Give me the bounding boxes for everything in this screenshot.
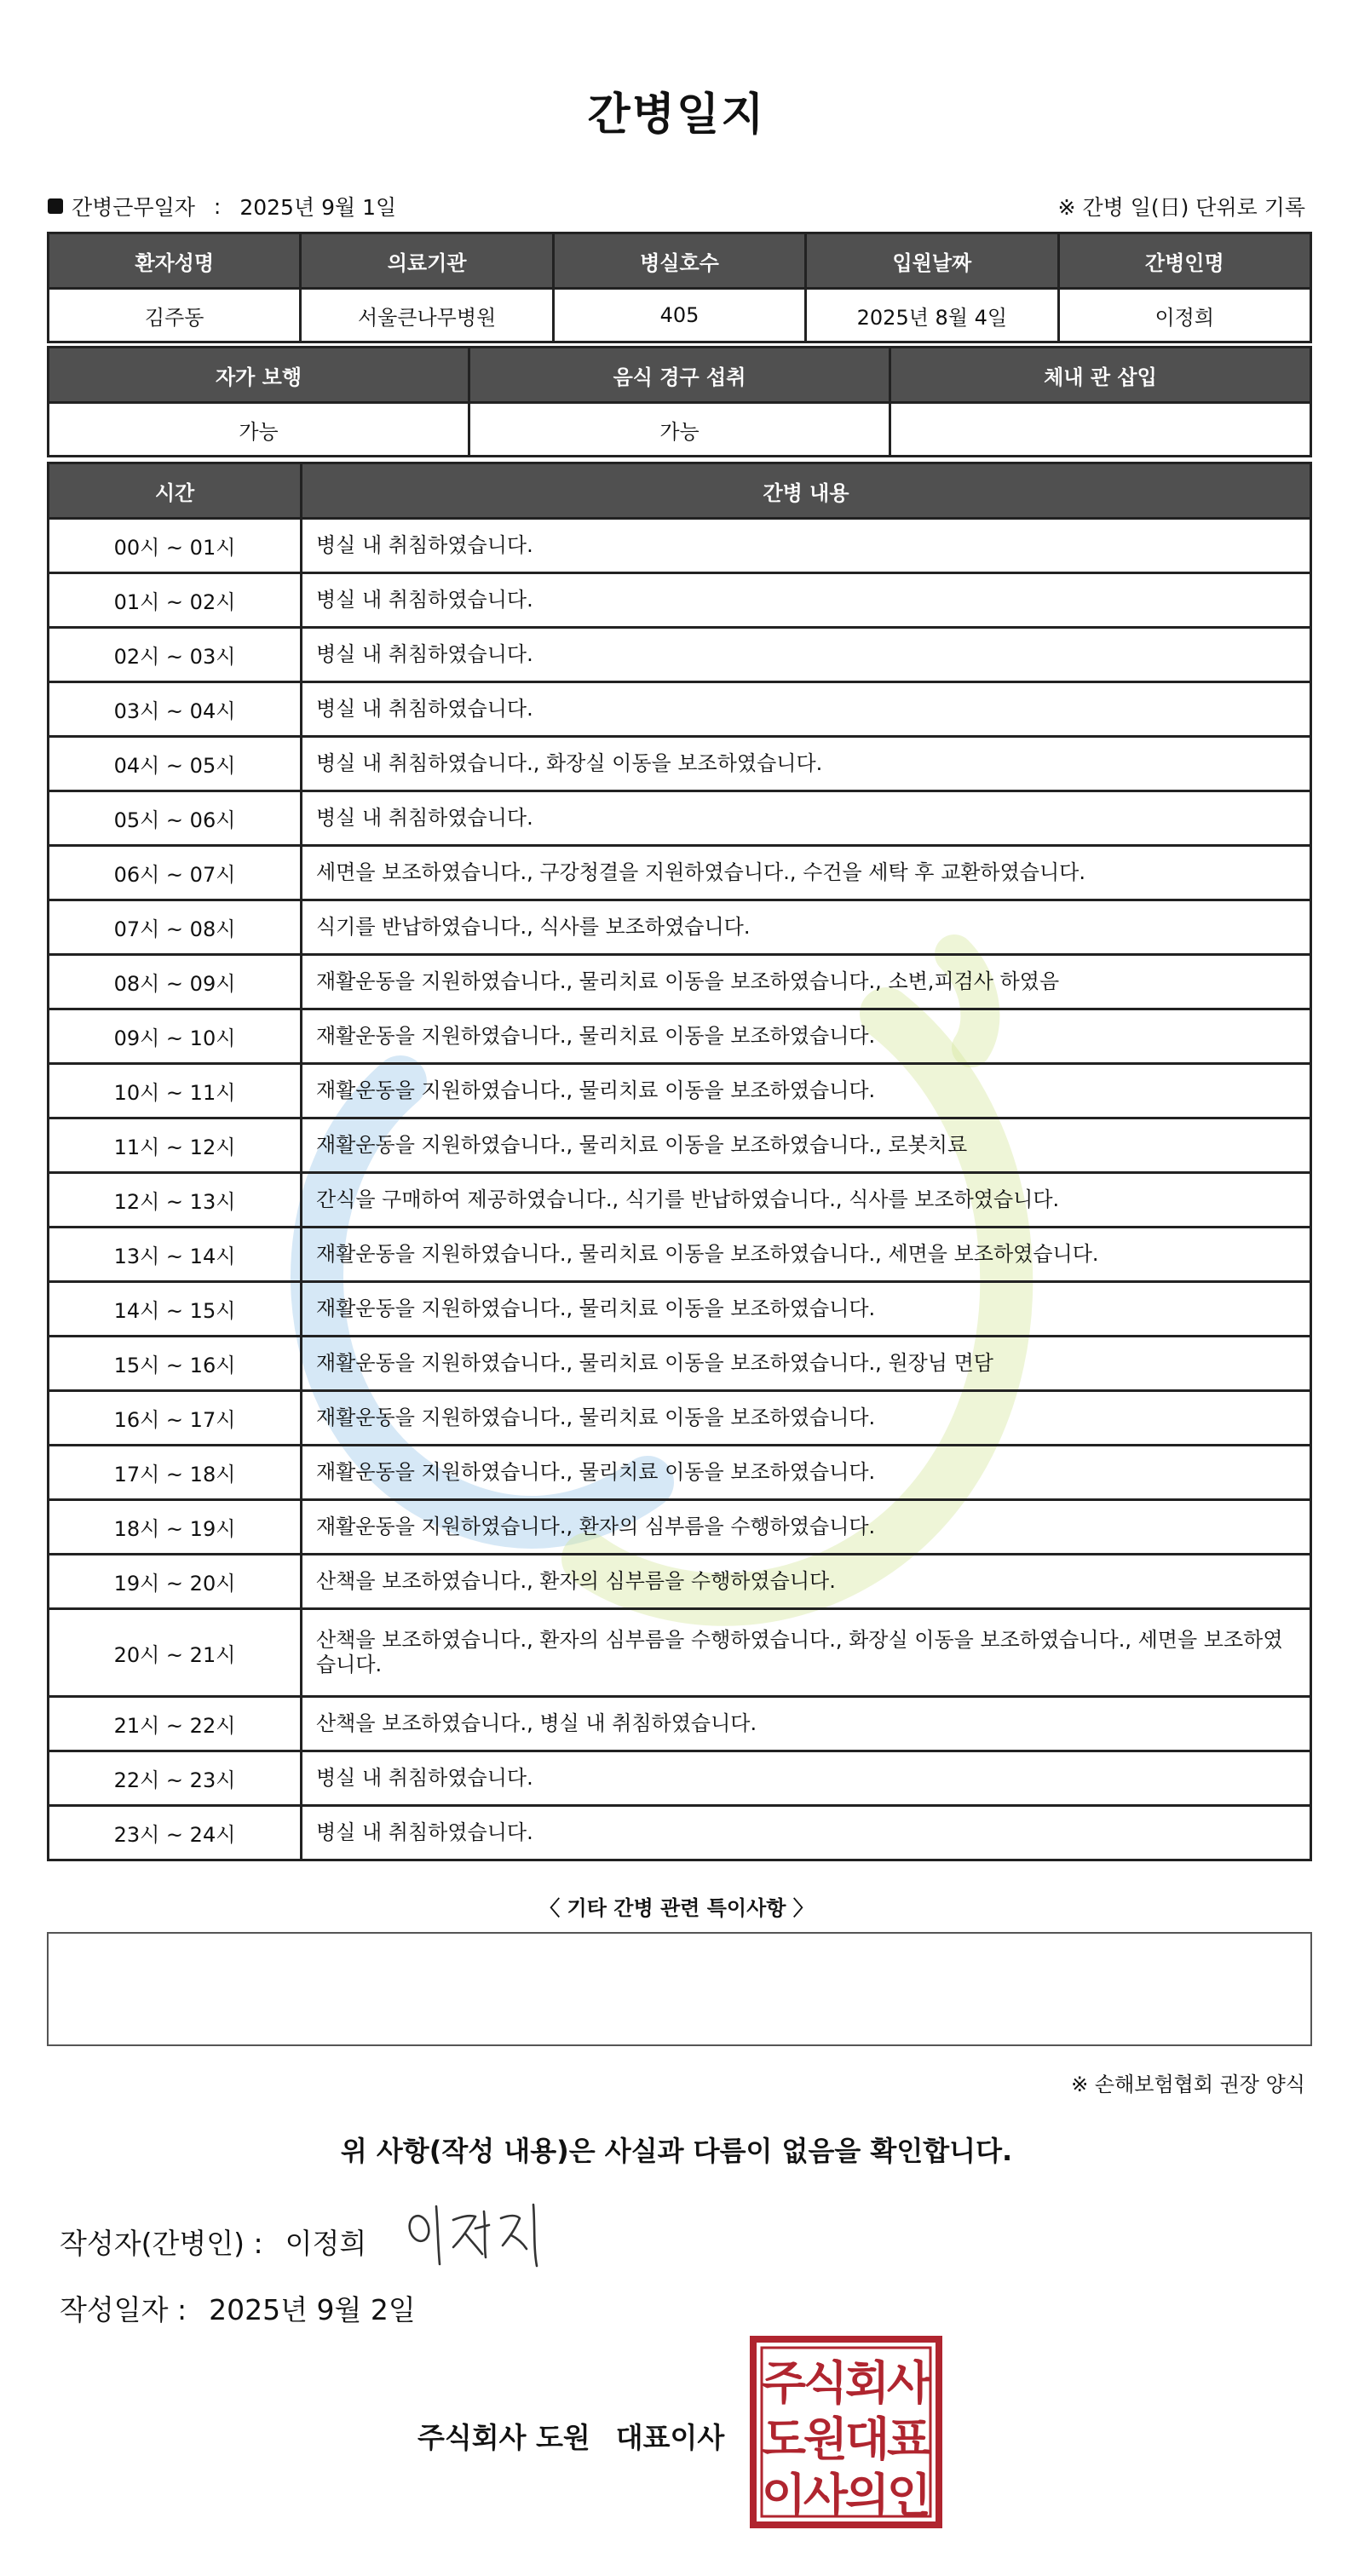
content-cell: 산책을 보조하였습니다., 환자의 심부름을 수행하였습니다., 화장실 이동을 보조하였습니다., 세면을 보조하였습니다. <box>302 1609 1311 1697</box>
bullet-square-icon <box>48 198 63 214</box>
written-date-value: 2025년 9월 2일 <box>209 2293 416 2326</box>
header-tube-insertion: 체내 관 삽입 <box>890 348 1311 403</box>
content-cell: 재활운동을 지원하였습니다., 물리치료 이동을 보조하였습니다. <box>302 1064 1311 1118</box>
patient-info-table <box>47 232 1312 343</box>
time-cell: 02시 ~ 03시 <box>49 628 302 682</box>
table-row <box>49 573 1311 628</box>
time-cell: 20시 ~ 21시 <box>49 1609 302 1697</box>
table-row <box>49 1500 1311 1555</box>
confirmation-statement: 위 사항(작성 내용)은 사실과 다름이 없음을 확인합니다. <box>340 2135 1013 2167</box>
time-cell: 05시 ~ 06시 <box>49 791 302 846</box>
time-cell: 16시 ~ 17시 <box>49 1391 302 1446</box>
content-cell: 병실 내 취침하였습니다. <box>302 573 1311 628</box>
care-log-header-row <box>49 463 1311 519</box>
self-walking-value: 가능 <box>49 403 469 457</box>
content-cell: 세면을 보조하였습니다., 구강청결을 지원하였습니다., 수건을 세탁 후 교환하였습니다. <box>302 846 1311 900</box>
special-notes-box <box>47 1932 1312 2046</box>
content-cell: 병실 내 취침하였습니다. <box>302 1806 1311 1860</box>
content-cell: 병실 내 취침하였습니다., 화장실 이동을 보조하였습니다. <box>302 737 1311 791</box>
table-row <box>49 1173 1311 1228</box>
caregiver-name-value: 이정희 <box>1058 289 1310 342</box>
time-cell: 01시 ~ 02시 <box>49 573 302 628</box>
company-signoff <box>417 2416 724 2456</box>
page-title: 간병일지 <box>587 89 766 141</box>
header-care-content: 간병 내용 <box>302 463 1311 519</box>
table-row <box>49 1337 1311 1391</box>
table-row <box>49 1282 1311 1337</box>
admission-date-value: 2025년 8월 4일 <box>806 289 1058 342</box>
seal-character: 도 <box>761 2412 807 2466</box>
patient-info-value-row <box>49 289 1311 342</box>
content-cell: 재활운동을 지원하였습니다., 물리치료 이동을 보조하였습니다. <box>302 1282 1311 1337</box>
seal-character: 원 <box>803 2412 849 2466</box>
work-date-value: 2025년 9월 1일 <box>239 195 397 220</box>
patient-status-table <box>47 346 1312 457</box>
work-date-label: 간병근무일자 <box>72 195 195 220</box>
table-row <box>49 628 1311 682</box>
content-cell: 재활운동을 지원하였습니다., 물리치료 이동을 보조하였습니다., 원장님 면담 <box>302 1337 1311 1391</box>
content-cell: 병실 내 취침하였습니다. <box>302 519 1311 573</box>
oral-intake-value: 가능 <box>469 403 890 457</box>
time-cell: 14시 ~ 15시 <box>49 1282 302 1337</box>
header-admission-date: 입원날짜 <box>806 233 1058 289</box>
content-cell: 병실 내 취침하였습니다. <box>302 1751 1311 1806</box>
patient-status-value-row <box>49 403 1311 457</box>
table-row <box>49 682 1311 737</box>
header-self-walking: 자가 보행 <box>49 348 469 403</box>
content-cell: 식기를 반납하였습니다., 식사를 보조하였습니다. <box>302 900 1311 955</box>
tube-insertion-value <box>890 403 1311 457</box>
time-cell: 13시 ~ 14시 <box>49 1228 302 1282</box>
content-cell: 병실 내 취침하였습니다. <box>302 791 1311 846</box>
patient-status-header-row <box>49 348 1311 403</box>
content-cell: 재활운동을 지원하였습니다., 물리치료 이동을 보조하였습니다. <box>302 1009 1311 1064</box>
time-cell: 06시 ~ 07시 <box>49 846 302 900</box>
content-cell: 재활운동을 지원하였습니다., 환자의 심부름을 수행하였습니다. <box>302 1500 1311 1555</box>
seal-character: 인 <box>886 2469 932 2522</box>
time-cell: 08시 ~ 09시 <box>49 955 302 1009</box>
company-seal-icon <box>750 2336 942 2528</box>
content-cell: 병실 내 취침하였습니다. <box>302 682 1311 737</box>
room-number-value: 405 <box>553 289 805 342</box>
time-cell: 00시 ~ 01시 <box>49 519 302 573</box>
work-date-line <box>48 191 396 221</box>
company-name: 주식회사 도원 <box>417 2421 590 2454</box>
time-cell: 19시 ~ 20시 <box>49 1555 302 1609</box>
time-cell: 15시 ~ 16시 <box>49 1337 302 1391</box>
work-date-colon: : <box>213 193 222 219</box>
header-time: 시간 <box>49 463 302 519</box>
writer-line <box>60 2222 366 2262</box>
record-note: ※ 간병 일(日) 단위로 기록 <box>1057 195 1305 220</box>
hospital-value: 서울큰나무병원 <box>301 289 553 342</box>
time-cell: 07시 ~ 08시 <box>49 900 302 955</box>
content-cell: 간식을 구매하여 제공하였습니다., 식기를 반납하였습니다., 식사를 보조하였습니다. <box>302 1173 1311 1228</box>
table-row <box>49 1751 1311 1806</box>
content-cell: 재활운동을 지원하였습니다., 물리치료 이동을 보조하였습니다., 세면을 보조하였습니다. <box>302 1228 1311 1282</box>
time-cell: 17시 ~ 18시 <box>49 1446 302 1500</box>
company-role: 대표이사 <box>615 2421 725 2454</box>
header-caregiver-name: 간병인명 <box>1058 233 1310 289</box>
table-row <box>49 1009 1311 1064</box>
time-cell: 11시 ~ 12시 <box>49 1118 302 1173</box>
writer-label: 작성자(간병인) : <box>60 2227 263 2260</box>
seal-character: 주 <box>761 2356 807 2410</box>
table-row <box>49 846 1311 900</box>
seal-character: 식 <box>803 2356 849 2410</box>
content-cell: 산책을 보조하였습니다., 병실 내 취침하였습니다. <box>302 1697 1311 1751</box>
header-room-number: 병실호수 <box>553 233 805 289</box>
written-date-line <box>60 2288 416 2328</box>
header-oral-intake: 음식 경구 섭취 <box>469 348 890 403</box>
content-cell: 병실 내 취침하였습니다. <box>302 628 1311 682</box>
table-row <box>49 791 1311 846</box>
seal-character: 회 <box>844 2356 890 2410</box>
seal-character: 의 <box>844 2469 890 2522</box>
header-patient-name: 환자성명 <box>49 233 301 289</box>
seal-character: 사 <box>886 2356 932 2410</box>
form-note: ※ 손해보험협회 권장 양식 <box>1071 2073 1305 2096</box>
content-cell: 재활운동을 지원하였습니다., 물리치료 이동을 보조하였습니다. <box>302 1446 1311 1500</box>
table-row <box>49 519 1311 573</box>
content-cell: 재활운동을 지원하였습니다., 물리치료 이동을 보조하였습니다., 소변,피검사 하였음 <box>302 955 1311 1009</box>
table-row <box>49 1697 1311 1751</box>
writer-name: 이정희 <box>285 2227 367 2260</box>
time-cell: 04시 ~ 05시 <box>49 737 302 791</box>
table-row <box>49 900 1311 955</box>
special-notes-label: 〈 기타 간병 관련 특이사항 〉 <box>539 1896 814 1920</box>
content-cell: 재활운동을 지원하였습니다., 물리치료 이동을 보조하였습니다. <box>302 1391 1311 1446</box>
time-cell: 22시 ~ 23시 <box>49 1751 302 1806</box>
time-cell: 18시 ~ 19시 <box>49 1500 302 1555</box>
table-row <box>49 1446 1311 1500</box>
written-date-label: 작성일자 : <box>60 2293 187 2326</box>
header-hospital: 의료기관 <box>301 233 553 289</box>
table-row <box>49 1228 1311 1282</box>
time-cell: 10시 ~ 11시 <box>49 1064 302 1118</box>
seal-character: 대 <box>844 2412 890 2466</box>
time-cell: 09시 ~ 10시 <box>49 1009 302 1064</box>
time-cell: 23시 ~ 24시 <box>49 1806 302 1860</box>
patient-info-header-row <box>49 233 1311 289</box>
care-log-table <box>47 462 1312 1861</box>
time-cell: 03시 ~ 04시 <box>49 682 302 737</box>
time-cell: 12시 ~ 13시 <box>49 1173 302 1228</box>
table-row <box>49 1118 1311 1173</box>
table-row <box>49 1064 1311 1118</box>
table-row <box>49 737 1311 791</box>
patient-name-value: 김주동 <box>49 289 301 342</box>
seal-character: 이 <box>761 2469 807 2522</box>
table-row <box>49 1609 1311 1697</box>
table-row <box>49 955 1311 1009</box>
time-cell: 21시 ~ 22시 <box>49 1697 302 1751</box>
seal-character: 표 <box>886 2412 932 2466</box>
table-row <box>49 1391 1311 1446</box>
content-cell: 산책을 보조하였습니다., 환자의 심부름을 수행하였습니다. <box>302 1555 1311 1609</box>
table-row <box>49 1555 1311 1609</box>
handwritten-signature-icon <box>400 2194 545 2271</box>
seal-character: 사 <box>803 2469 849 2522</box>
table-row <box>49 1806 1311 1860</box>
content-cell: 재활운동을 지원하였습니다., 물리치료 이동을 보조하였습니다., 로봇치료 <box>302 1118 1311 1173</box>
